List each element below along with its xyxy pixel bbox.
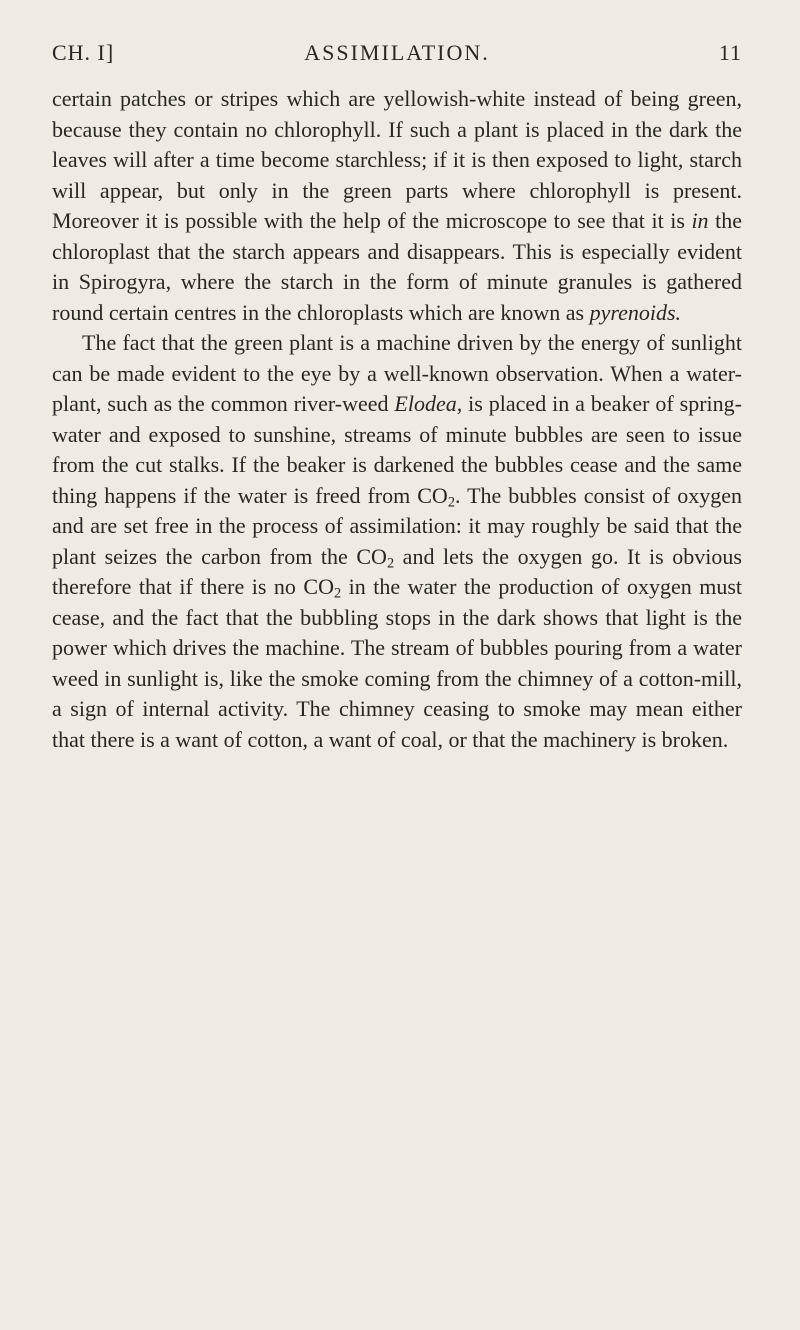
running-title: ASSIMILATION. (304, 40, 490, 65)
body-text (52, 84, 742, 755)
chapter-marker: CH. I] (52, 40, 115, 65)
emphasis-pyrenoids: pyrenoids. (589, 299, 682, 325)
paragraph-2-text-2: is placed in a beaker of spring-water and exposed to sunshine, streams of minute bubbles are seen to issue from the cut stalks. If the beaker is darkened the bubbles cease and the same thing happens if the water is freed from CO (52, 391, 742, 508)
subscript-2: 2 (333, 585, 342, 602)
paragraph-2 (52, 328, 742, 755)
emphasis-elodea: Elodea, (394, 391, 463, 416)
subscript-2: 2 (386, 555, 395, 572)
page-number: 11 (718, 40, 742, 65)
paragraph-1 (52, 84, 742, 328)
paragraph-2-text-3: . The bubbles consist of oxygen and are set free in the process of assimilation: it may roughly be said that the plant seizes the carbon from the CO (52, 482, 743, 569)
emphasis-in: in (691, 208, 709, 233)
paragraph-1-text-1: certain patches or stripes which are yellowish-white instead of being green, because they contain no chlorophyll. If such a plant is placed in the dark the leaves will after a time become starchless; if it is then exposed to light, starch will appear, but only in the green parts where chlorophyll is present. Moreover it is possible with the help of the microscope to see that it is (52, 86, 742, 233)
subscript-2: 2 (447, 494, 455, 511)
paragraph-2-text-5: in the water the production of oxygen must cease, and the fact that the bubbling stops in the dark shows that light is the power which drives the machine. The stream of bubbles pouring from a water weed in sunlight is, like the smoke coming from the chimney of a cotton-mill, a sign of internal activity. The chimney ceasing to smoke may mean either that there is a want of cotton, a want of coal, or that the machinery is broken. (52, 574, 743, 752)
paragraph-2-text-1: The fact that the green plant is a machine driven by the energy of sunlight can be made evident to the eye by a well-known observation. When a water-plant, such as the common river-weed (52, 330, 742, 416)
paragraph-2-text-4: and lets the oxygen go. It is obvious therefore that if there is no CO (52, 543, 742, 599)
paragraph-1-text-2: the chloroplast that the starch appears and disappears. This is especially evident in Spirogyra, where the starch in the form of minute granules is gathered round certain centres in the chloroplasts which are known as (52, 208, 742, 325)
running-header (52, 40, 742, 76)
